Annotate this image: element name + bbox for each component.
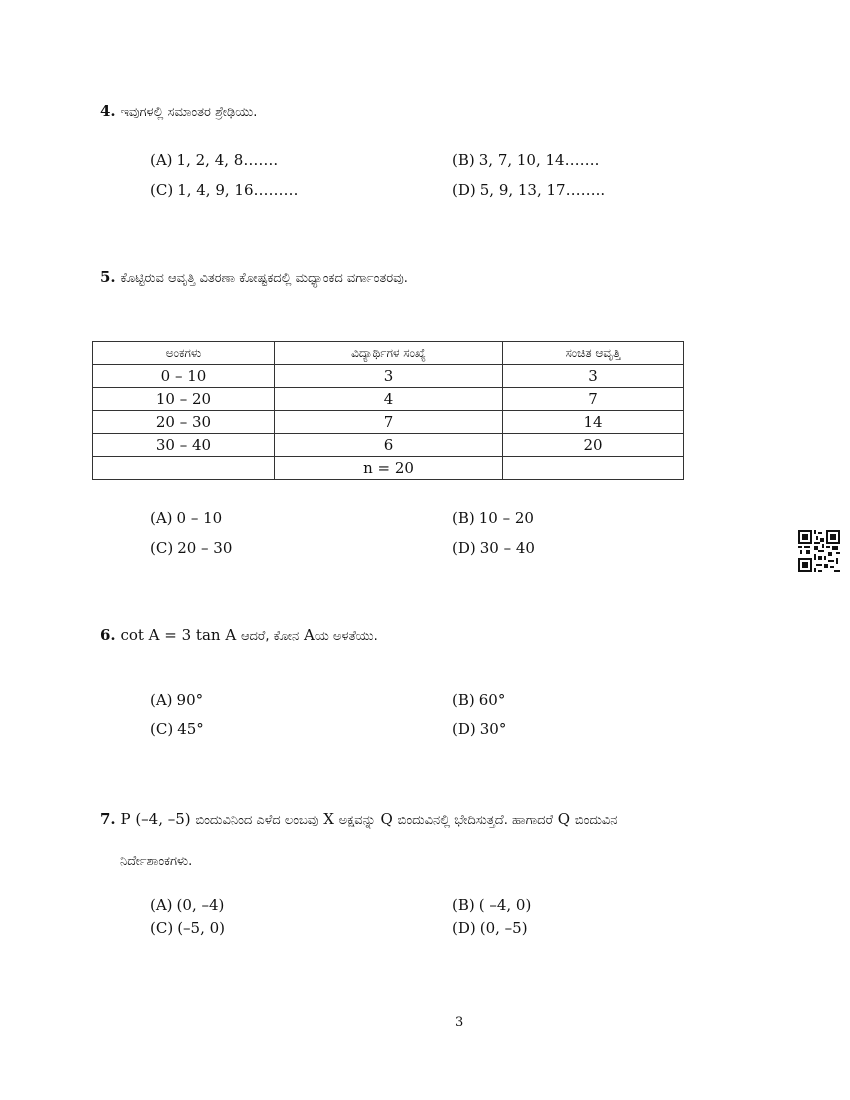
question-text: ಕೊಟ್ಟಿರುವ ಆವೃತ್ತಿ ವಿತರಣಾ ಕೋಷ್ಟಕದಲ್ಲಿ ಮಧ್ಯಾಂಕದ ವರ್ಗಾಂತರವು. [120, 271, 408, 286]
option-label: (B) [452, 896, 475, 914]
question-text: ಬಿಂದುವಿನಿಂದ ಎಳೆದ ಲಂಬವು [195, 813, 319, 828]
option-label: (C) [150, 539, 174, 557]
math-expression: cot A = 3 tan A [120, 626, 237, 644]
option-b[interactable] [452, 691, 505, 709]
math-expression: Q [557, 810, 571, 828]
question-text: ನಿರ್ದೇಶಾಂಕಗಳು. [120, 854, 193, 869]
page-number: 3 [455, 1015, 464, 1030]
option-label: (A) [150, 691, 173, 709]
option-text: 1, 4, 9, 16……… [177, 181, 299, 199]
option-text: 90° [176, 691, 204, 709]
option-label: (B) [452, 691, 475, 709]
table-cell: 6 [275, 434, 503, 457]
math-expression: P (–4, –5) [120, 810, 191, 828]
question-text: ಇವುಗಳಲ್ಲಿ ಸಮಾಂತರ ಶ್ರೇಢಿಯು. [120, 105, 258, 120]
frequency-table [92, 341, 684, 480]
option-a[interactable] [150, 151, 278, 169]
option-label: (C) [150, 720, 174, 738]
table-cell: 3 [275, 365, 503, 388]
table-cell: 7 [503, 388, 684, 411]
table-header: ಸಂಚಿತ ಆವೃತ್ತಿ [503, 342, 684, 365]
question-6 [100, 626, 378, 644]
option-b[interactable] [452, 509, 534, 527]
option-d[interactable] [452, 919, 528, 937]
option-label: (D) [452, 919, 476, 937]
option-label: (A) [150, 509, 173, 527]
math-expression: A [304, 626, 315, 644]
option-a[interactable] [150, 691, 203, 709]
option-text: 30 – 40 [479, 539, 535, 557]
option-c[interactable] [150, 539, 232, 557]
option-text: 20 – 30 [177, 539, 233, 557]
option-text: 1, 2, 4, 8……. [176, 151, 279, 169]
table-row [93, 411, 684, 434]
option-text: (–5, 0) [177, 919, 226, 937]
option-label: (B) [452, 509, 475, 527]
table-cell: 4 [275, 388, 503, 411]
option-d[interactable] [452, 539, 535, 557]
qr-code-icon [798, 530, 840, 572]
option-text: ( –4, 0) [478, 896, 532, 914]
option-b[interactable] [452, 896, 531, 914]
option-label: (D) [452, 539, 476, 557]
question-7 [100, 810, 618, 828]
question-number: 6. [100, 626, 116, 644]
table-cell: 10 – 20 [93, 388, 275, 411]
table-cell: 7 [275, 411, 503, 434]
table-cell: 20 – 30 [93, 411, 275, 434]
table-cell [93, 457, 275, 480]
option-c[interactable] [150, 919, 225, 937]
table-cell: 20 [503, 434, 684, 457]
question-5 [100, 268, 408, 286]
option-a[interactable] [150, 896, 224, 914]
table-cell [503, 457, 684, 480]
table-row [93, 365, 684, 388]
table-cell: n = 20 [275, 457, 503, 480]
option-text: 5, 9, 13, 17…….. [479, 181, 606, 199]
option-c[interactable] [150, 720, 204, 738]
option-label: (D) [452, 720, 476, 738]
table-cell: 3 [503, 365, 684, 388]
option-label: (D) [452, 181, 476, 199]
option-text: 3, 7, 10, 14……. [478, 151, 600, 169]
option-label: (B) [452, 151, 475, 169]
option-label: (C) [150, 181, 174, 199]
option-label: (A) [150, 896, 173, 914]
question-text: ಬಿಂದುವಿನ [574, 813, 618, 828]
option-text: 60° [478, 691, 506, 709]
question-7-line-2 [120, 851, 192, 869]
option-b[interactable] [452, 151, 599, 169]
option-d[interactable] [452, 720, 506, 738]
option-text: 45° [177, 720, 204, 738]
table-cell: 14 [503, 411, 684, 434]
option-text: 10 – 20 [478, 509, 534, 527]
question-text: ಅಕ್ಷವನ್ನು [338, 813, 376, 828]
option-text: (0, –5) [479, 919, 528, 937]
option-text: (0, –4) [176, 896, 225, 914]
math-expression: Q [380, 810, 393, 828]
table-row [93, 388, 684, 411]
question-number: 4. [100, 102, 116, 120]
table-cell: 30 – 40 [93, 434, 275, 457]
option-c[interactable] [150, 181, 299, 199]
option-text: 30° [479, 720, 507, 738]
question-text: ಬಿಂದುವಿನಲ್ಲಿ ಭೇದಿಸುತ್ತದೆ. ಹಾಗಾದರೆ [397, 813, 553, 828]
question-number: 5. [100, 268, 116, 286]
question-text: ಯ ಅಳತೆಯು. [314, 629, 378, 644]
table-row [93, 434, 684, 457]
table-header: ಅಂಕಗಳು [93, 342, 275, 365]
option-d[interactable] [452, 181, 605, 199]
option-text: 0 – 10 [176, 509, 223, 527]
option-label: (C) [150, 919, 174, 937]
table-header: ವಿದ್ಯಾರ್ಥಿಗಳ ಸಂಖ್ಯೆ [275, 342, 503, 365]
question-text: ಆದರೆ, ಕೋನ [240, 629, 300, 644]
table-row [93, 457, 684, 480]
question-4 [100, 102, 257, 120]
table-header-row [93, 342, 684, 365]
question-number: 7. [100, 810, 116, 828]
math-expression: X [323, 810, 334, 828]
option-label: (A) [150, 151, 173, 169]
option-a[interactable] [150, 509, 222, 527]
table-cell: 0 – 10 [93, 365, 275, 388]
